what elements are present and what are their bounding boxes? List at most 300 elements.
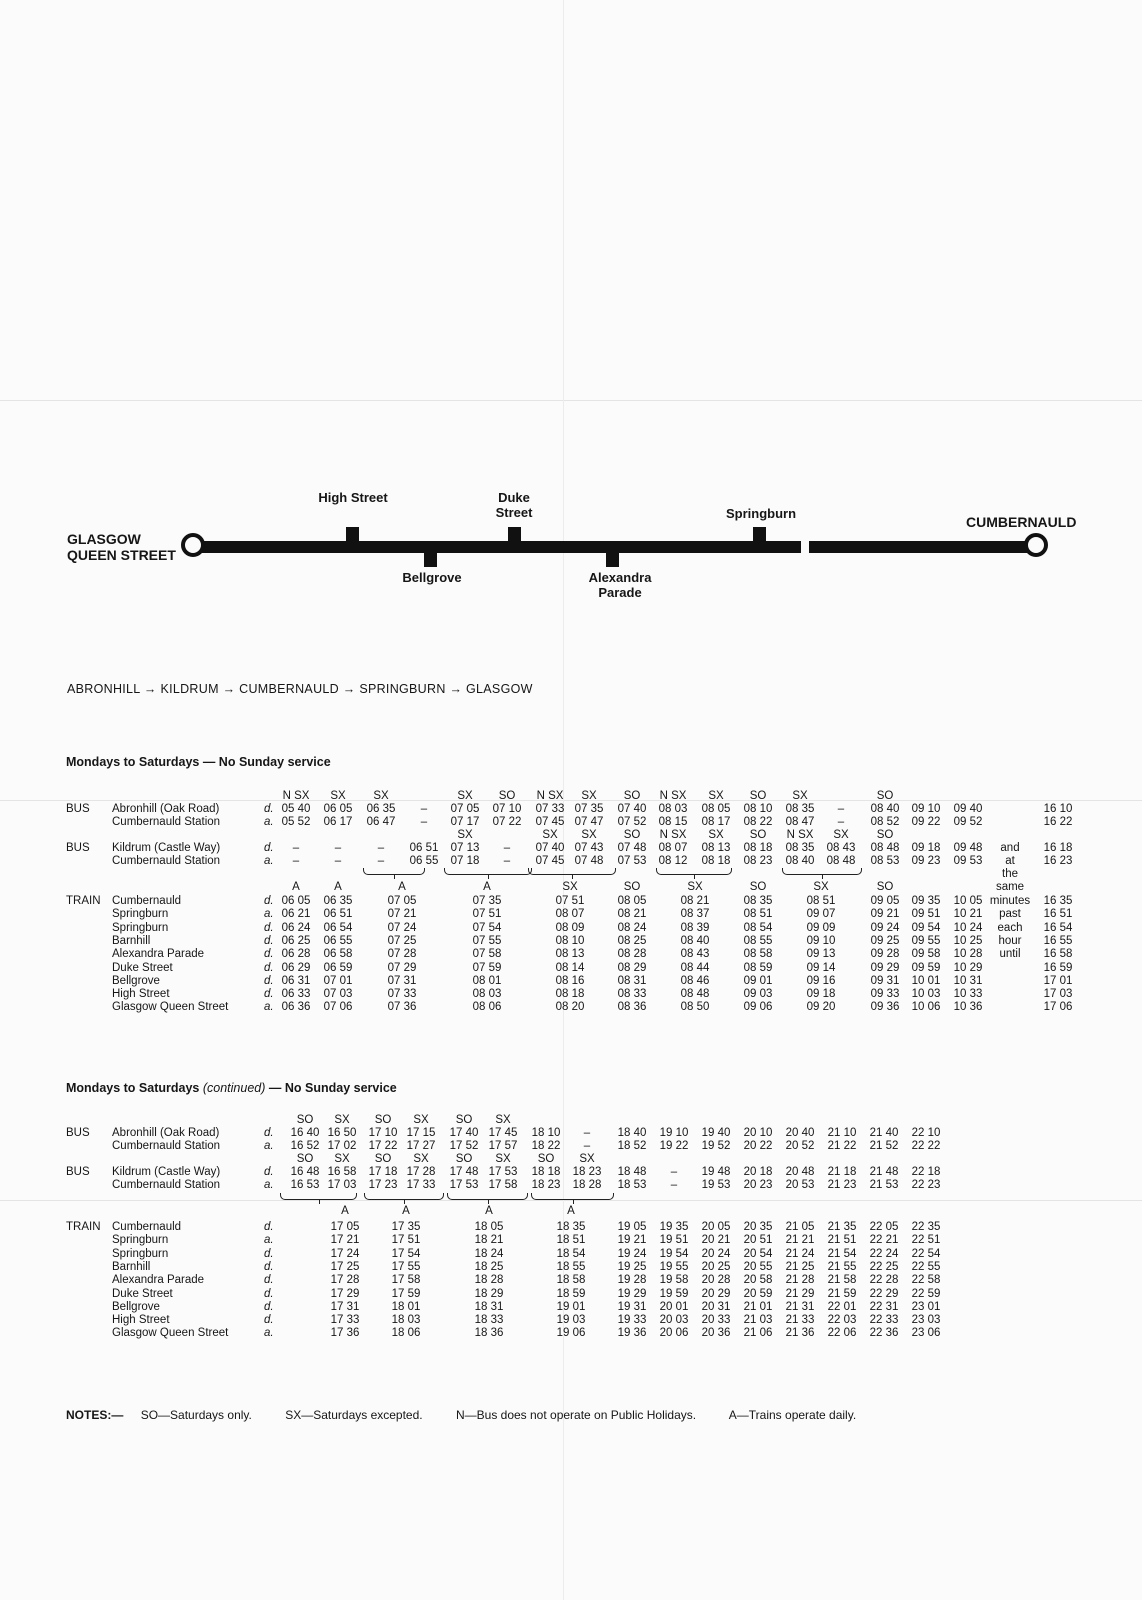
mode-label: BUS (66, 1166, 90, 1178)
service-code: SO (623, 829, 641, 841)
time-cell: 20 01 (659, 1300, 689, 1313)
station-label-bellgrove: Bellgrove (402, 570, 462, 585)
time-cell: 07 33 (535, 803, 565, 815)
time-cell: 08 13 (555, 948, 585, 961)
time-cell: 17 01 (1043, 974, 1073, 987)
time-cell: 10 29 (953, 961, 983, 974)
time-cell: 07 45 (535, 855, 565, 867)
time-cell: 08 20 (555, 1001, 585, 1014)
time-cell: 17 51 (391, 1234, 421, 1247)
time-cell: 10 05 (953, 895, 983, 907)
time-cell: 18 51 (556, 1234, 586, 1247)
time-cell: 17 31 (330, 1300, 360, 1313)
time-cell: 10 06 (911, 1001, 941, 1014)
time-cell: 06 55 (323, 934, 353, 947)
time-cell: 18 06 (391, 1327, 421, 1340)
time-cell: 20 55 (743, 1260, 773, 1273)
time-cell: 16 51 (1043, 908, 1073, 921)
service-codes-row (0, 1114, 1142, 1127)
service-code: A (402, 1205, 410, 1217)
time-cell: 07 31 (387, 974, 417, 987)
service-code: SO (623, 790, 641, 802)
time-cell: 08 21 (680, 895, 710, 907)
time-cell: 16 48 (290, 1166, 320, 1178)
service-code: N SX (659, 829, 687, 841)
time-cell: 07 10 (492, 803, 522, 815)
time-cell: 17 15 (406, 1127, 436, 1139)
time-cell: 16 18 (1043, 842, 1073, 854)
time-cell: 21 23 (827, 1179, 857, 1191)
station-label-high-street: High Street (318, 490, 388, 505)
stop-name: Duke Street (112, 1287, 173, 1300)
time-cell: 10 24 (953, 921, 983, 934)
time-cell: 17 58 (391, 1274, 421, 1287)
time-cell: 21 31 (785, 1300, 815, 1313)
time-cell: 08 15 (658, 816, 688, 828)
time-cell: 19 53 (701, 1179, 731, 1191)
time-cell: 21 29 (785, 1287, 815, 1300)
arrive-depart-marker: d. (264, 1314, 274, 1327)
time-cell: 20 54 (743, 1247, 773, 1260)
time-cell: 09 14 (806, 961, 836, 974)
time-cell: 16 10 (1043, 803, 1073, 815)
time-cell: 06 54 (323, 921, 353, 934)
time-cell: 22 33 (869, 1314, 899, 1327)
time-cell: 09 35 (911, 895, 941, 907)
arrive-depart-marker: d. (264, 1247, 274, 1260)
connection-brace (364, 1193, 444, 1200)
time-cell: 19 21 (617, 1234, 647, 1247)
time-cell: 18 28 (474, 1274, 504, 1287)
stop-name: Bellgrove (112, 1300, 160, 1313)
time-cell: 09 59 (911, 961, 941, 974)
time-cell: 16 23 (1043, 855, 1073, 867)
time-cell: 06 25 (281, 934, 311, 947)
time-cell: 18 54 (556, 1247, 586, 1260)
time-cell: 16 35 (1043, 895, 1073, 907)
time-cell: 08 55 (743, 934, 773, 947)
time-cell: 22 06 (827, 1327, 857, 1340)
time-cell: 08 35 (785, 803, 815, 815)
service-code: SO (498, 790, 516, 802)
time-cell: 19 03 (556, 1314, 586, 1327)
stop-name: Cumbernauld Station (112, 1140, 221, 1152)
time-cell: 17 10 (368, 1127, 398, 1139)
time-cell: 18 48 (617, 1166, 647, 1178)
time-cell: 08 51 (806, 895, 836, 907)
time-cell: 08 14 (555, 961, 585, 974)
time-cell: 22 29 (869, 1287, 899, 1300)
time-cell: 20 48 (785, 1166, 815, 1178)
time-cell: 16 53 (290, 1179, 320, 1191)
time-cell: 09 09 (806, 921, 836, 934)
time-cell: 21 33 (785, 1314, 815, 1327)
service-codes-row (0, 881, 1142, 894)
time-cell: 06 55 (409, 855, 439, 867)
time-cell: 10 31 (953, 974, 983, 987)
stop-name: Barnhill (112, 1260, 151, 1273)
time-cell: 21 40 (869, 1127, 899, 1139)
time-cell: 22 25 (869, 1260, 899, 1273)
time-cell: 21 18 (827, 1166, 857, 1178)
time-cell: 21 24 (785, 1247, 815, 1260)
time-cell: 17 22 (368, 1140, 398, 1152)
arrive-depart-marker: a. (264, 1327, 274, 1340)
time-cell: 18 25 (474, 1260, 504, 1273)
service-code: SO (876, 829, 894, 841)
time-cell: 07 47 (574, 816, 604, 828)
time-cell: 19 55 (659, 1260, 689, 1273)
time-cell: 07 43 (574, 842, 604, 854)
service-code: SX (581, 790, 597, 802)
time-cell: 08 40 (785, 855, 815, 867)
time-cell: 21 36 (785, 1327, 815, 1340)
time-cell: – (583, 1127, 591, 1139)
time-cell: 19 10 (659, 1127, 689, 1139)
service-code: SX (413, 1153, 429, 1165)
service-code: A (483, 881, 491, 893)
time-cell: 08 44 (680, 961, 710, 974)
time-cell: 21 01 (743, 1300, 773, 1313)
time-cell: 20 10 (743, 1127, 773, 1139)
time-cell: 10 01 (911, 974, 941, 987)
service-code: SX (334, 1153, 350, 1165)
time-cell: 20 33 (701, 1314, 731, 1327)
time-cell: 06 59 (323, 961, 353, 974)
table-row (0, 1166, 1142, 1179)
service-code: SO (537, 1153, 555, 1165)
service-code: A (398, 881, 406, 893)
arrive-depart-marker: a. (264, 1179, 274, 1191)
table-row (0, 1127, 1142, 1140)
station-tick-duke-street (508, 527, 521, 541)
time-cell: 19 35 (659, 1221, 689, 1233)
stop-name: Glasgow Queen Street (112, 1001, 229, 1014)
service-code: SO (749, 881, 767, 893)
time-cell: 21 22 (827, 1140, 857, 1152)
time-cell: 21 28 (785, 1274, 815, 1287)
arrive-depart-marker: a. (264, 1140, 274, 1152)
time-cell: 17 52 (449, 1140, 479, 1152)
time-cell: 06 35 (323, 895, 353, 907)
stop-name: Bellgrove (112, 974, 160, 987)
service-codes-row (0, 790, 1142, 803)
time-cell: 16 52 (290, 1140, 320, 1152)
time-cell: 22 58 (911, 1274, 941, 1287)
time-cell: 20 36 (701, 1327, 731, 1340)
connection-brace (531, 1193, 614, 1200)
time-cell: 19 28 (617, 1274, 647, 1287)
time-cell: 09 28 (870, 948, 900, 961)
time-cell: 07 51 (555, 895, 585, 907)
table-row (0, 922, 1142, 935)
time-cell: 10 36 (953, 1001, 983, 1014)
time-cell: 22 31 (869, 1300, 899, 1313)
route-direction: ABRONHILL → KILDRUM → CUMBERNAULD → SPRINGBURN → GLASGOW (67, 682, 533, 696)
time-cell: 19 31 (617, 1300, 647, 1313)
time-cell: 16 22 (1043, 816, 1073, 828)
time-cell: 18 03 (391, 1314, 421, 1327)
table-row (0, 803, 1142, 816)
time-cell: 22 35 (911, 1221, 941, 1233)
time-cell: 22 54 (911, 1247, 941, 1260)
time-cell: 08 10 (743, 803, 773, 815)
time-cell: – (334, 855, 342, 867)
time-cell: 17 35 (391, 1221, 421, 1233)
time-cell: 08 03 (472, 988, 502, 1001)
service-code: SX (581, 829, 597, 841)
time-cell: 20 51 (743, 1234, 773, 1247)
time-cell: – (420, 803, 428, 815)
time-cell: 18 18 (531, 1166, 561, 1178)
time-cell: 20 29 (701, 1287, 731, 1300)
time-cell: 08 47 (785, 816, 815, 828)
time-cell: 18 01 (391, 1300, 421, 1313)
time-cell: 19 58 (659, 1274, 689, 1287)
table-row (0, 1301, 1142, 1314)
arrive-depart-marker: a. (264, 908, 274, 921)
time-cell: 08 25 (617, 934, 647, 947)
fold-line (0, 1200, 1142, 1201)
service-codes-row (0, 1153, 1142, 1166)
table-row (0, 1248, 1142, 1261)
service-code: N SX (536, 790, 564, 802)
time-cell: 22 22 (911, 1140, 941, 1152)
connection-brace (280, 1193, 357, 1200)
connection-brace (447, 1193, 528, 1200)
time-cell: – (837, 816, 845, 828)
time-cell: 18 35 (556, 1221, 586, 1233)
time-cell: 19 52 (701, 1140, 731, 1152)
time-cell: 22 03 (827, 1314, 857, 1327)
time-cell: 21 51 (827, 1234, 857, 1247)
time-cell: 08 10 (555, 934, 585, 947)
arrive-depart-marker: a. (264, 816, 274, 828)
time-cell: 21 21 (785, 1234, 815, 1247)
time-cell: 20 31 (701, 1300, 731, 1313)
time-cell: 19 29 (617, 1287, 647, 1300)
time-cell: 07 59 (472, 961, 502, 974)
time-cell: 08 22 (743, 816, 773, 828)
time-cell: 17 03 (1043, 988, 1073, 1001)
time-cell: 07 48 (574, 855, 604, 867)
time-cell: 06 29 (281, 961, 311, 974)
time-cell: 09 54 (911, 921, 941, 934)
time-cell: 20 21 (701, 1234, 731, 1247)
time-cell: 18 24 (474, 1247, 504, 1260)
time-cell: 05 52 (281, 816, 311, 828)
time-cell: 21 35 (827, 1221, 857, 1233)
time-cell: 17 28 (406, 1166, 436, 1178)
time-cell: 08 43 (680, 948, 710, 961)
time-cell: 08 35 (743, 895, 773, 907)
time-cell: 08 35 (785, 842, 815, 854)
section-title-weekday-continued (66, 1081, 397, 1095)
time-cell: 16 40 (290, 1127, 320, 1139)
time-cell: 18 36 (474, 1327, 504, 1340)
note-item: N—Bus does not operate on Public Holidays. (455, 1408, 697, 1422)
service-code: SX (687, 881, 703, 893)
mode-label: BUS (66, 1127, 90, 1139)
time-cell: 08 40 (870, 803, 900, 815)
terminus-label-glasgow: GLASGOW QUEEN STREET (67, 531, 176, 563)
arrive-depart-marker: d. (264, 1300, 274, 1313)
time-cell: 18 21 (474, 1234, 504, 1247)
time-cell: 09 18 (911, 842, 941, 854)
time-cell: 10 33 (953, 988, 983, 1001)
time-cell: – (292, 855, 300, 867)
time-cell: 09 10 (911, 803, 941, 815)
time-cell: 17 48 (449, 1166, 479, 1178)
time-cell: – (334, 842, 342, 854)
table-row (0, 948, 1142, 961)
time-cell: 09 24 (870, 921, 900, 934)
time-cell: 09 07 (806, 908, 836, 921)
time-cell: 22 23 (911, 1179, 941, 1191)
table-row (0, 1288, 1142, 1301)
time-cell: 21 54 (827, 1247, 857, 1260)
time-cell: 07 45 (535, 816, 565, 828)
arrive-depart-marker: d. (264, 1166, 274, 1178)
arrive-depart-marker: d. (264, 934, 274, 947)
time-cell: 06 33 (281, 988, 311, 1001)
service-code: N SX (786, 829, 814, 841)
time-cell: 08 06 (472, 1001, 502, 1014)
arrive-depart-marker: d. (264, 921, 274, 934)
time-cell: 07 05 (387, 895, 417, 907)
service-code: N SX (659, 790, 687, 802)
service-code: SO (455, 1153, 473, 1165)
service-code: A (485, 1205, 493, 1217)
time-cell: 07 52 (617, 816, 647, 828)
time-cell: 10 28 (953, 948, 983, 961)
time-cell: 08 18 (555, 988, 585, 1001)
time-cell: 07 25 (387, 934, 417, 947)
time-cell: 06 24 (281, 921, 311, 934)
stop-name: Cumbernauld Station (112, 1179, 221, 1191)
time-cell: 18 58 (556, 1274, 586, 1287)
time-cell: 20 58 (743, 1274, 773, 1287)
time-cell: 21 25 (785, 1260, 815, 1273)
time-cell: 06 51 (409, 842, 439, 854)
time-cell: 19 36 (617, 1327, 647, 1340)
time-cell: – (420, 816, 428, 828)
table-row (0, 935, 1142, 948)
service-code: SX (495, 1153, 511, 1165)
time-cell: 18 55 (556, 1260, 586, 1273)
time-cell: 08 53 (870, 855, 900, 867)
time-cell: 09 21 (870, 908, 900, 921)
time-cell: 17 02 (327, 1140, 357, 1152)
service-code: SX (373, 790, 389, 802)
stop-name: Glasgow Queen Street (112, 1327, 229, 1340)
time-cell: 06 28 (281, 948, 311, 961)
service-codes-row (0, 1205, 1142, 1218)
time-cell: 22 18 (911, 1166, 941, 1178)
stop-name: Springburn (112, 1234, 169, 1247)
time-cell: 09 13 (806, 948, 836, 961)
time-cell: 08 12 (658, 855, 688, 867)
time-cell: 20 40 (785, 1127, 815, 1139)
time-cell: 17 58 (488, 1179, 518, 1191)
time-cell: 18 23 (531, 1179, 561, 1191)
service-code: SO (876, 881, 894, 893)
table-row (0, 908, 1142, 921)
station-tick-high-street (346, 527, 359, 541)
time-cell: 07 03 (323, 988, 353, 1001)
service-code: SX (334, 1114, 350, 1126)
time-cell: 08 13 (701, 842, 731, 854)
time-cell: 16 50 (327, 1127, 357, 1139)
service-code: SX (457, 790, 473, 802)
arrive-depart-marker: d. (264, 1287, 274, 1300)
time-cell: 18 29 (474, 1287, 504, 1300)
time-cell: 09 36 (870, 1001, 900, 1014)
stop-name: Springburn (112, 921, 169, 934)
time-cell: 18 10 (531, 1127, 561, 1139)
note-item: SX—Saturdays excepted. (285, 1408, 423, 1422)
service-code: SX (708, 829, 724, 841)
table-row (0, 816, 1142, 829)
time-cell: 17 23 (368, 1179, 398, 1191)
time-cell: 22 55 (911, 1260, 941, 1273)
table-row (0, 1314, 1142, 1327)
time-cell: 09 52 (953, 816, 983, 828)
table-row (0, 895, 1142, 908)
time-cell: 21 52 (869, 1140, 899, 1152)
time-cell: 17 21 (330, 1234, 360, 1247)
time-cell: 17 36 (330, 1327, 360, 1340)
time-cell: 08 48 (826, 855, 856, 867)
time-cell: 19 48 (701, 1166, 731, 1178)
time-cell: 08 33 (617, 988, 647, 1001)
time-cell: 18 22 (531, 1140, 561, 1152)
arrive-depart-marker: d. (264, 1221, 274, 1233)
time-cell: 09 03 (743, 988, 773, 1001)
time-cell: 19 51 (659, 1234, 689, 1247)
time-cell: 08 37 (680, 908, 710, 921)
time-cell: 08 18 (743, 842, 773, 854)
service-code: SX (330, 790, 346, 802)
time-cell: 19 22 (659, 1140, 689, 1152)
time-cell: 08 59 (743, 961, 773, 974)
time-cell: 23 03 (911, 1314, 941, 1327)
time-cell: 08 01 (472, 974, 502, 987)
time-cell: 20 28 (701, 1274, 731, 1287)
time-cell: 10 21 (953, 908, 983, 921)
time-cell: 21 59 (827, 1287, 857, 1300)
stop-name: High Street (112, 1314, 170, 1327)
time-cell: 20 18 (743, 1166, 773, 1178)
service-code: SX (833, 829, 849, 841)
service-code: SX (792, 790, 808, 802)
table-row (0, 1234, 1142, 1247)
time-cell: 09 51 (911, 908, 941, 921)
route-line-east (809, 541, 1028, 553)
time-cell: 21 06 (743, 1327, 773, 1340)
time-cell: 07 24 (387, 921, 417, 934)
time-cell: 08 52 (870, 816, 900, 828)
time-cell: 08 48 (680, 988, 710, 1001)
stop-name: Kildrum (Castle Way) (112, 1166, 221, 1178)
terminus-marker-cumbernauld (1024, 533, 1048, 557)
notes-heading: NOTES:— (66, 1408, 124, 1422)
table-row (0, 855, 1142, 868)
time-cell: 09 18 (806, 988, 836, 1001)
time-cell: 06 05 (323, 803, 353, 815)
section-title-main: Mondays to Saturdays (66, 1081, 200, 1095)
time-cell: 17 54 (391, 1247, 421, 1260)
